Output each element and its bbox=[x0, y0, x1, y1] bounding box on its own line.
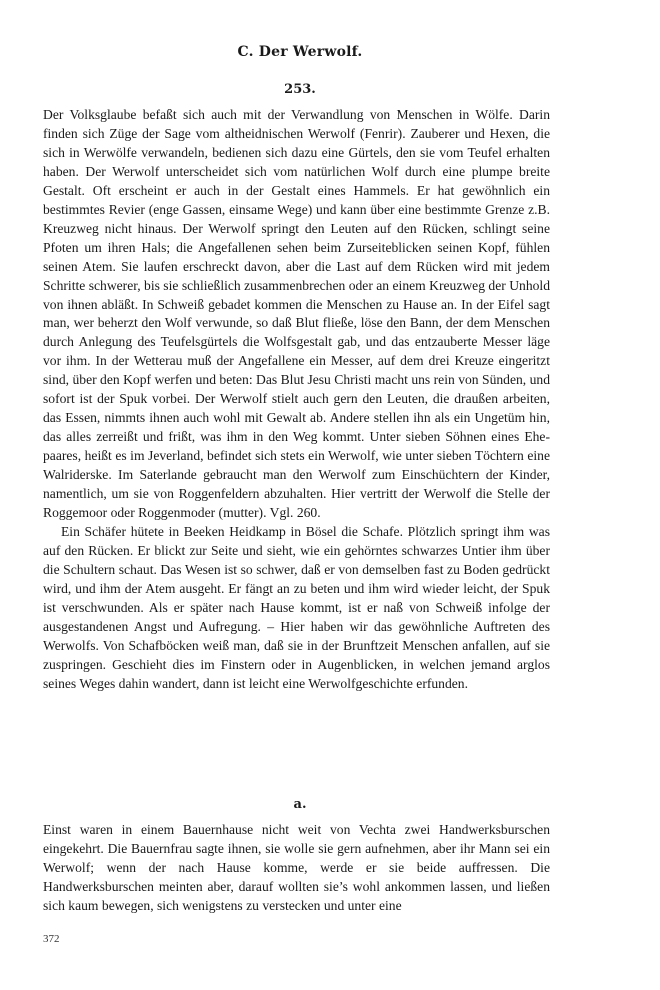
paragraph: Einst waren in einem Bauernhause nicht weit von Vechta zwei Handwerksburschen eingekehrt. Die Bauernfrau sagte ihnen, sie wolle sie gern aufnehmen, aber ihr Mann sei ein Werwolf; wenn der nach Hause komme, werde er sie beide auffressen. Die Handwerksburschen meinten aber, darauf wollten sie’s wohl ankommen lassen, und ließen sich kaum bewegen, sich wenigstens zu verstecken und unter eine bbox=[43, 822, 550, 913]
subsection-label: a. bbox=[293, 797, 307, 812]
subsection-a-body bbox=[43, 821, 550, 916]
section-number: 253. bbox=[284, 82, 316, 97]
chapter-title: C. Der Werwolf. bbox=[237, 44, 363, 60]
section-253-body bbox=[43, 106, 550, 694]
page-number: 372 bbox=[43, 933, 60, 945]
paragraph: Der Volksglaube befaßt sich auch mit der Verwandlung von Menschen in Wölfe. Darin finden sich Züge der Sage vom altheidnischen Werwolf (Fenrir). Zauberer und Hexen, die sich in Werwölfe verwandeln, bedienen sich dazu eine Gürtels, den sie vom Teufel erhalten haben. Der Werwolf unterscheidet sich vom natürlichen Wolf durch eine plumpe breite Gestalt. Oft erscheint er auch in der Gestalt eines Hammels. Er hat gewöhnlich ein bestimmtes Revier (enge Gassen, einsame Wege) und kann über eine bestimmte Grenze z.B. Kreuzweg nicht hinaus. Der Werwolf springt den Leuten auf den Rücken, schlingt seine Pfoten um ihren Hals; die Angefallenen sehen beim Zurseiteblicken seinen Kopf, fühlen seinen Atem. Sie laufen erschreckt davon, aber die Last auf dem Rücken wird mit jedem Schritte schwerer, bis sie schließlich zusammenbrechen oder an einem Kreuzweg der Unhold von ihnen abläßt. In Schweiß gebadet kommen die Menschen zu Hause an. In der Eifel sagt man, wer beherzt den Wolf verwunde, so daß Blut fließe, löse den Bann, der dem Menschen durch Anlegung des Teufelsgürtels die Wolfsgestalt gab, und das entzauberte Messer läge vor ihm. In der Wetterau muß der Angefallene ein Messer, auf dem drei Kreuze eingeritzt sind, über den Kopf werfen und beten: Das Blut Jesu Christi macht uns rein von Sünden, und sofort ist der Spuk vorbei. Der Werwolf stielt auch gern den Leuten, die draußen arbeiten, das Essen, nimmts ihnen auch wohl mit Gewalt ab. Andere stellen ihn als ein Ungetüm hin, das alles zerreißt und frißt, was ihm in den Weg kommt. Unter sieben Söhnen eines Ehepaares, heißt es im Jeverland, befindet sich stets ein Werwolf, wie unter sieben Töchtern eine Walriderske. Im Saterlande gebraucht man den Werwolf zum Einschüchtern der Kinder, namentlich, um sie von Roggenfeldern abzuhalten. Hier vertritt der Werwolf die Stelle der Roggemoor oder Roggenmoder (mutter). Vgl. 260. bbox=[43, 107, 550, 521]
paragraph: Ein Schäfer hütete in Beeken Heidkamp in Bösel die Schafe. Plötzlich springt ihm was auf den Rücken. Er blickt zur Seite und sieht, wie ein gehörntes schwarzes Untier ihm über die Schultern schaut. Das Wesen ist so schwer, daß er von demselben fast zu Boden gedrückt wird, und ihm der Atem ausgeht. Er fängt an zu beten und ihm wird wieder leicht, der Spuk ist verschwunden. Als er später nach Hause kommt, ist er naß von Schweiß infolge der ausgestandenen Angst und Aufregung. – Hier haben wir das gewöhnliche Auftreten des Werwolfs. Von Schafböcken weiß man, daß sie in der Brunftzeit Menschen anfallen, auf sie zuspringen. Geschieht dies im Finstern oder in Augenblicken, in welchen jemand arglos seines Weges dahin wandert, dann ist leicht eine Werwolfgeschichte erfunden. bbox=[43, 523, 550, 691]
